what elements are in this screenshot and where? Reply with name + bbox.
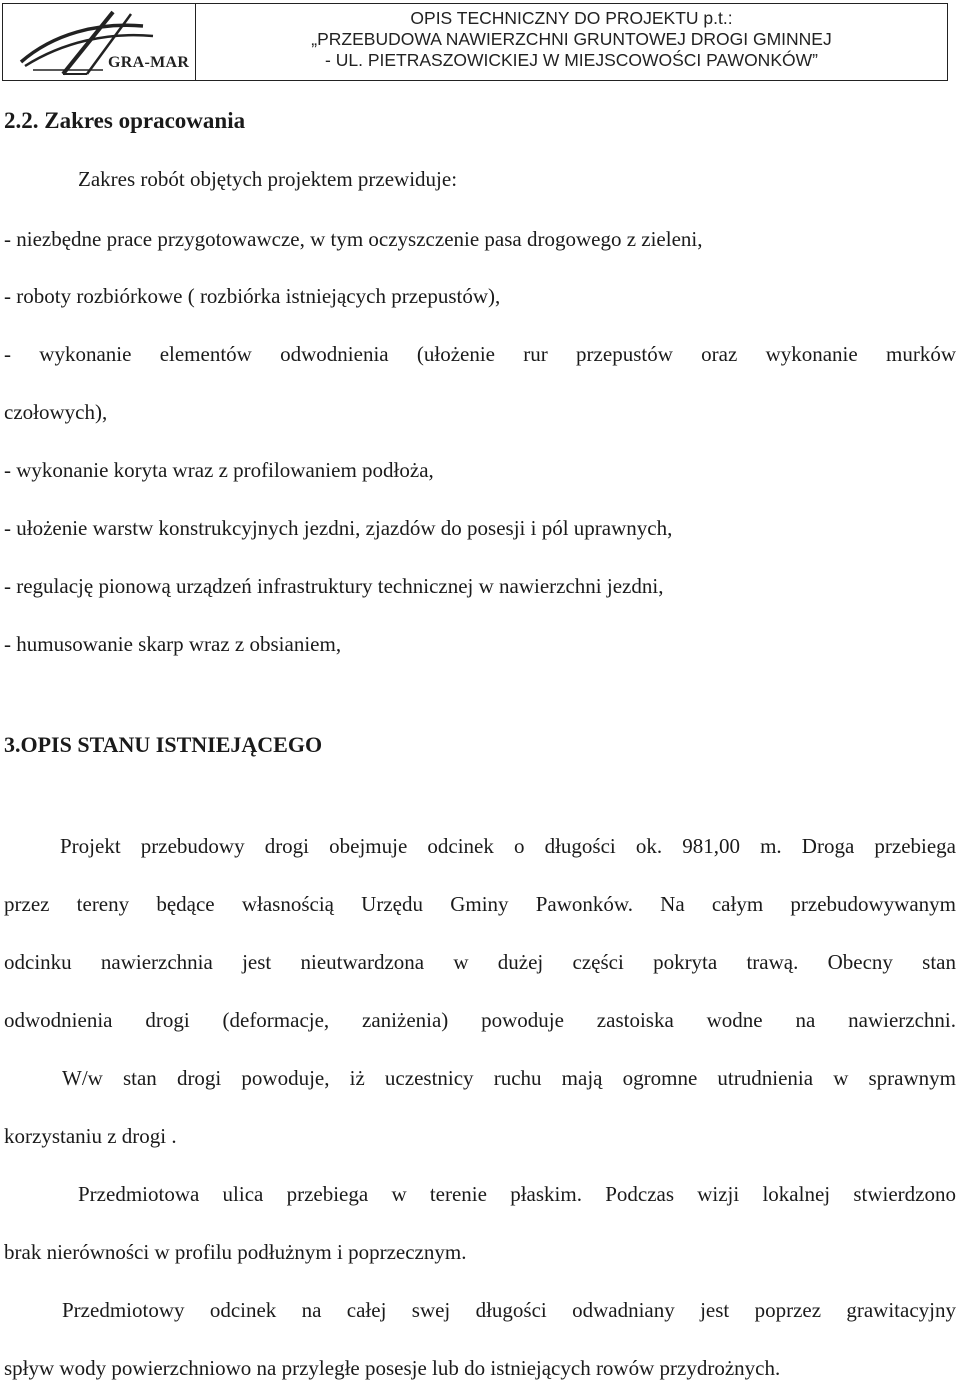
paragraph-line: Projekt przebudowy drogi obejmuje odcinek o długości ok. 981,00 m. Droga przebiega <box>60 834 956 858</box>
list-item: czołowych), <box>4 400 108 424</box>
list-item: - wykonanie koryta wraz z profilowaniem podłoża, <box>4 458 434 482</box>
list-item: - ułożenie warstw konstrukcyjnych jezdni, zjazdów do posesji i pól uprawnych, <box>4 516 673 540</box>
section-heading: 3.OPIS STANU ISTNIEJĄCEGO <box>4 732 323 757</box>
paragraph-line: Zakres robót objętych projektem przewiduje: <box>78 167 458 191</box>
paragraph-line: Przedmiotowy odcinek na całej swej długości odwadniany jest poprzez grawitacyjny <box>62 1298 956 1322</box>
list-item: - wykonanie elementów odwodnienia (ułożenie rur przepustów oraz wykonanie murków <box>4 342 956 366</box>
paragraph-line: Przedmiotowa ulica przebiega w terenie płaskim. Podczas wizji lokalnej stwierdzono <box>78 1182 956 1206</box>
header-title <box>196 4 947 80</box>
company-logo <box>3 4 196 80</box>
list-item: - niezbędne prace przygotowawcze, w tym oczyszczenie pasa drogowego z zieleni, <box>4 227 703 251</box>
header-title-line: „PRZEBUDOWA NAWIERZCHNI GRUNTOWEJ DROGI GMINNEJ <box>311 29 832 49</box>
section-heading: 2.2. Zakres opracowania <box>4 108 246 133</box>
list-item: - roboty rozbiórkowe ( rozbiórka istniejących przepustów), <box>4 284 501 308</box>
paragraph-line: brak nierówności w profilu podłużnym i poprzecznym. <box>4 1240 467 1264</box>
logo-text: GRA-MAR <box>108 54 190 71</box>
paragraph-line: spływ wody powierzchniowo na przyległe posesje lub do istniejących rowów przydrożnych. <box>4 1356 781 1380</box>
document-header <box>2 3 948 81</box>
paragraph-line: przez tereny będące własnością Urzędu Gminy Pawonków. Na całym przebudowywanym <box>4 892 956 916</box>
header-title-line: - UL. PIETRASZOWICKIEJ W MIEJSCOWOŚCI PAWONKÓW” <box>325 50 818 70</box>
paragraph-line: odwodnienia drogi (deformacje, zaniżenia) powoduje zastoiska wodne na nawierzchni. <box>4 1008 956 1032</box>
paragraph-line: korzystaniu z drogi . <box>4 1124 177 1148</box>
list-item: - regulację pionową urządzeń infrastruktury technicznej w nawierzchni jezdni, <box>4 574 664 598</box>
header-title-line: OPIS TECHNICZNY DO PROJEKTU p.t.: <box>410 8 733 28</box>
paragraph-line: odcinku nawierzchnia jest nieutwardzona w dużej części pokryta trawą. Obecny stan <box>4 950 956 974</box>
list-item: - humusowanie skarp wraz z obsianiem, <box>4 632 342 656</box>
paragraph-line: W/w stan drogi powoduje, iż uczestnicy ruchu mają ogromne utrudnienia w sprawnym <box>62 1066 956 1090</box>
